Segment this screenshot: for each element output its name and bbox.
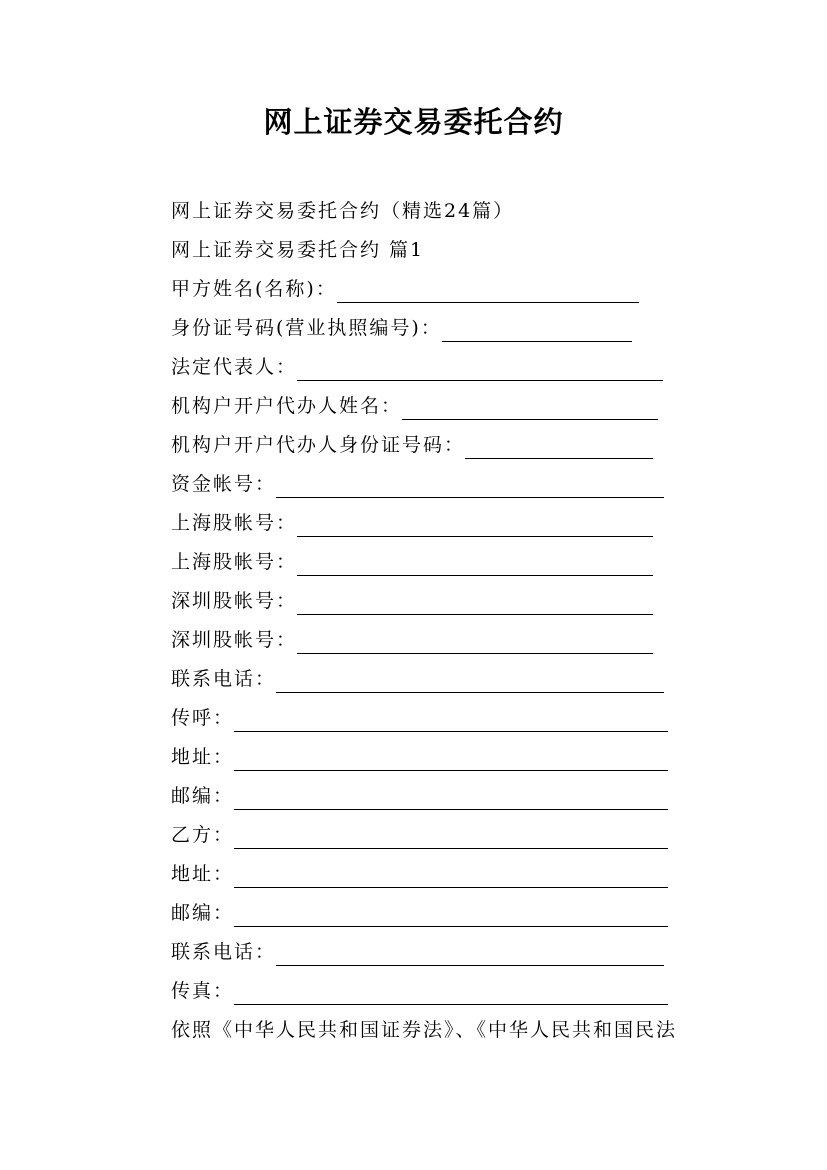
document-body — [171, 192, 731, 1050]
document-title: 网上证券交易委托合约 — [263, 105, 564, 139]
form-field-party-b-address — [171, 855, 731, 894]
field-label: 传真： — [171, 980, 235, 1002]
blank-line — [465, 432, 653, 459]
field-label: 邮编： — [171, 902, 235, 924]
form-field-phone — [171, 660, 731, 699]
blank-line — [234, 861, 668, 888]
field-label: 传呼： — [171, 707, 235, 729]
blank-line — [276, 666, 664, 693]
field-label: 乙方： — [171, 824, 235, 846]
form-field-id-number — [171, 309, 731, 348]
form-field-shanghai-account — [171, 543, 731, 582]
form-field-fund-account — [171, 465, 731, 504]
field-label: 深圳股帐号： — [171, 629, 298, 651]
blank-line — [297, 549, 653, 576]
blank-line — [234, 783, 668, 810]
field-label: 机构户开户代办人身份证号码： — [171, 434, 466, 456]
blank-line — [276, 471, 664, 498]
blank-line — [442, 315, 632, 342]
blank-line — [234, 900, 668, 927]
form-field-legal-representative — [171, 348, 731, 387]
field-label: 深圳股帐号： — [171, 590, 298, 612]
field-label: 联系电话： — [171, 668, 277, 690]
form-field-agent-name — [171, 387, 731, 426]
form-field-postcode — [171, 777, 731, 816]
form-field-party-b-postcode — [171, 894, 731, 933]
blank-line — [276, 939, 664, 966]
form-field-party-b-phone — [171, 933, 731, 972]
form-field-pager — [171, 699, 731, 738]
blank-line — [234, 978, 668, 1005]
field-label: 上海股帐号： — [171, 551, 298, 573]
field-label: 身份证号码(营业执照编号)： — [171, 317, 442, 339]
field-label: 机构户开户代办人姓名： — [171, 395, 403, 417]
blank-line — [297, 588, 653, 615]
blank-line — [297, 354, 663, 381]
intro-line: 网上证券交易委托合约（精选24篇） — [171, 200, 515, 222]
blank-line — [337, 276, 639, 303]
form-field-party-a-name — [171, 270, 731, 309]
field-label: 资金帐号： — [171, 473, 277, 495]
intro-line: 网上证券交易委托合约 篇1 — [171, 239, 425, 261]
blank-line — [402, 393, 658, 420]
closing-line: 依照《中华人民共和国证券法》、《中华人民共和国民法 — [171, 1019, 678, 1041]
blank-line — [297, 627, 653, 654]
field-label: 地址： — [171, 863, 235, 885]
field-label: 邮编： — [171, 785, 235, 807]
form-field-shanghai-account — [171, 504, 731, 543]
form-field-shenzhen-account — [171, 582, 731, 621]
form-field-address — [171, 738, 731, 777]
blank-line — [234, 822, 668, 849]
blank-line — [234, 705, 668, 732]
form-field-agent-id — [171, 426, 731, 465]
form-field-party-b — [171, 816, 731, 855]
field-label: 法定代表人： — [171, 356, 298, 378]
field-label: 上海股帐号： — [171, 512, 298, 534]
field-label: 甲方姓名(名称)： — [171, 278, 337, 300]
field-label: 地址： — [171, 746, 235, 768]
form-field-shenzhen-account — [171, 621, 731, 660]
blank-line — [234, 744, 668, 771]
field-label: 联系电话： — [171, 941, 277, 963]
form-field-party-b-fax — [171, 972, 731, 1011]
blank-line — [297, 510, 653, 537]
